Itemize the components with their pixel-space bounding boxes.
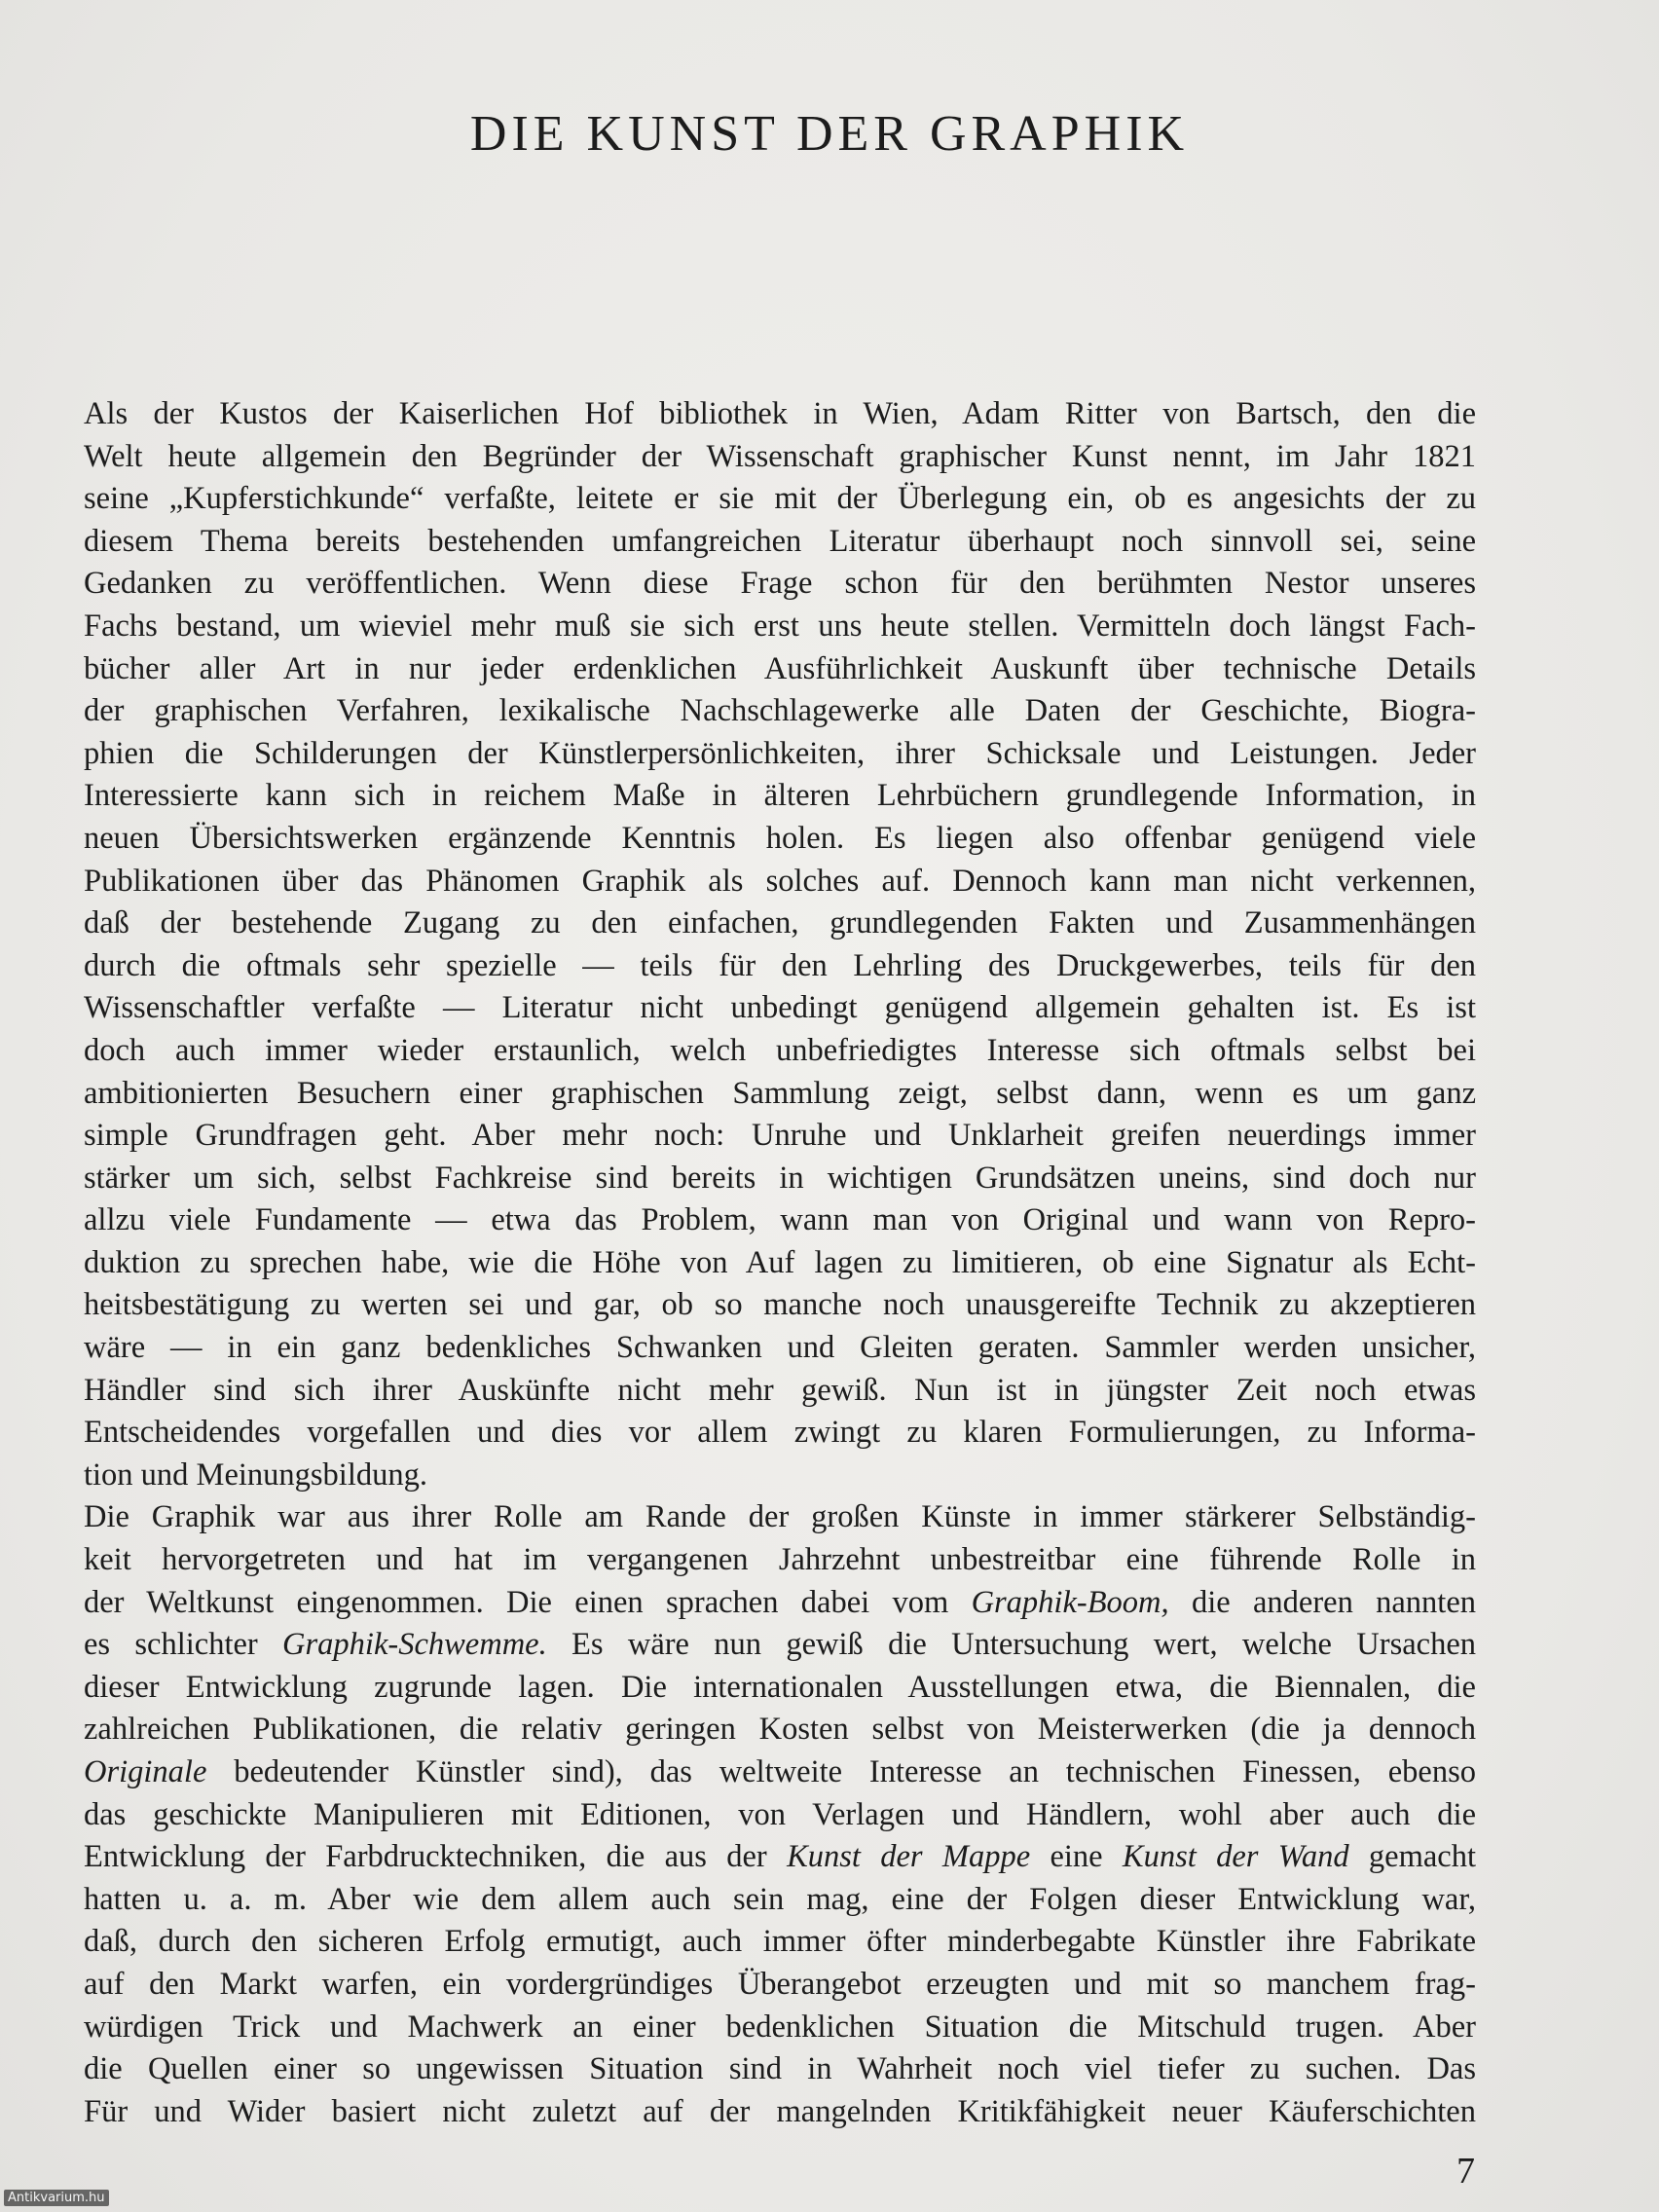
- text-run: der Weltkunst eingenommen. Die einen sprachen dabei vom: [84, 1584, 972, 1620]
- text-line: allzu viele Fundamente — etwa das Problem, wann man von Original und wann von Repro-: [84, 1202, 1476, 1238]
- text-line: tion und Meinungsbildung.: [84, 1456, 427, 1493]
- text-line: Interessierte kann sich in reichem Maße in älteren Lehrbüchern grundlegende Information, in: [84, 778, 1476, 814]
- text-line: daß der bestehende Zugang zu den einfachen, grundlegenden Fakten und Zusammenhängen: [84, 905, 1476, 941]
- page-title: DIE KUNST DER GRAPHIK: [469, 106, 1190, 162]
- text-run: bedeutender Künstler sind), das weltweite Interesse an technischen Finessen, ebenso: [206, 1754, 1476, 1789]
- text-run: eine: [1030, 1839, 1123, 1875]
- text-line: daß, durch den sicheren Erfolg ermutigt, auch immer öfter minderbegabte Künstler ihre Fabrikate: [84, 1924, 1476, 1960]
- text-line-mixed: [84, 1751, 1476, 1794]
- text-line-mixed: [84, 1624, 1476, 1667]
- text-line: der graphischen Verfahren, lexikalische Nachschlagewerke alle Daten der Geschichte, Biogra-: [84, 693, 1476, 729]
- watermark-label: Antikvarium.hu: [4, 2190, 109, 2206]
- text-line: auf den Markt warfen, ein vordergründiges Überangebot erzeugten und mit so manchem frag-: [84, 1966, 1476, 2002]
- text-line: phien die Schilderungen der Künstlerpersönlichkeiten, ihrer Schicksale und Leistungen. Jeder: [84, 735, 1476, 771]
- text-run: gemacht: [1348, 1839, 1476, 1875]
- italic-term: Graphik-Schwemme.: [282, 1627, 547, 1663]
- text-line-mixed: [84, 1836, 1476, 1879]
- text-line: stärker um sich, selbst Fachkreise sind bereits in wichtigen Grundsätzen uneins, sind doch nur: [84, 1160, 1476, 1196]
- text-run: die anderen nannten: [1168, 1584, 1477, 1620]
- text-line: heitsbestätigung zu werten sei und gar, ob so manche noch unausgereifte Technik zu akzeptieren: [84, 1287, 1476, 1323]
- text-line: Wissenschaftler verfaßte — Literatur nicht unbedingt genügend allgemein gehalten ist. Es ist: [84, 990, 1476, 1026]
- text-line: duktion zu sprechen habe, wie die Höhe von Auf lagen zu limitieren, ob eine Signatur als Echt-: [84, 1244, 1476, 1280]
- text-line: Die Graphik war aus ihrer Rolle am Rande der großen Künste in immer stärkerer Selbständig-: [84, 1499, 1476, 1535]
- text-line: keit hervorgetreten und hat im vergangenen Jahrzehnt unbestreitbar eine führende Rolle in: [84, 1542, 1476, 1578]
- text-line: seine „Kupferstichkunde“ verfaßte, leitete er sie mit der Überlegung ein, ob es angesichts der zu: [84, 481, 1476, 517]
- italic-term: Kunst der Mappe: [787, 1839, 1031, 1875]
- text-run: Entwicklung der Farbdrucktechniken, die aus der: [84, 1839, 788, 1875]
- text-line: simple Grundfragen geht. Aber mehr noch: Unruhe und Unklarheit greifen neuerdings immer: [84, 1118, 1476, 1154]
- body-text: [84, 393, 1476, 2133]
- text-line: Für und Wider basiert nicht zuletzt auf der mangelnden Kritikfähigkeit neuer Käuferschichten: [84, 2093, 1476, 2129]
- text-line: wäre — in ein ganz bedenkliches Schwanken und Gleiten geraten. Sammler werden unsicher,: [84, 1330, 1476, 1366]
- text-line: Entscheidendes vorgefallen und dies vor allem zwingt zu klaren Formulierungen, zu Informa-: [84, 1415, 1476, 1451]
- text-line: bücher aller Art in nur jeder erdenklichen Ausführlichkeit Auskunft über technische Details: [84, 650, 1476, 686]
- text-line: die Quellen einer so ungewissen Situation sind in Wahrheit noch viel tiefer zu suchen. Das: [84, 2051, 1476, 2087]
- text-line: Fachs bestand, um wieviel mehr muß sie sich erst uns heute stellen. Vermitteln doch längst Fach-: [84, 608, 1476, 644]
- text-line: ambitionierten Besuchern einer graphischen Sammlung zeigt, selbst dann, wenn es um ganz: [84, 1075, 1476, 1111]
- text-line: diesem Thema bereits bestehenden umfangreichen Literatur überhaupt noch sinnvoll sei, seine: [84, 523, 1476, 559]
- text-line: durch die oftmals sehr spezielle — teils für den Lehrling des Druckgewerbes, teils für den: [84, 947, 1476, 983]
- text-line: dieser Entwicklung zugrunde lagen. Die internationalen Ausstellungen etwa, die Biennalen, die: [84, 1669, 1476, 1705]
- text-line: neuen Übersichtswerken ergänzende Kenntnis holen. Es liegen also offenbar genügend viele: [84, 820, 1476, 856]
- text-line: Händler sind sich ihrer Auskünfte nicht mehr gewiß. Nun ist in jüngster Zeit noch etwas: [84, 1372, 1476, 1408]
- text-run: Es wäre nun gewiß die Untersuchung wert, welche Ursachen: [546, 1627, 1476, 1663]
- text-line: hatten u. a. m. Aber wie dem allem auch sein mag, eine der Folgen dieser Entwicklung war,: [84, 1881, 1476, 1917]
- text-line: Publikationen über das Phänomen Graphik als solches auf. Dennoch kann man nicht verkennen,: [84, 863, 1476, 899]
- text-run: es schlichter: [84, 1627, 283, 1663]
- text-line-mixed: [84, 1582, 1476, 1625]
- text-line: Als der Kustos der Kaiserlichen Hof bibliothek in Wien, Adam Ritter von Bartsch, den die: [84, 396, 1476, 431]
- text-line: doch auch immer wieder erstaunlich, welch unbefriedigtes Interesse sich oftmals selbst bei: [84, 1032, 1476, 1068]
- text-line: Gedanken zu veröffentlichen. Wenn diese Frage schon für den berühmten Nestor unseres: [84, 566, 1476, 602]
- text-line: Welt heute allgemein den Begründer der Wissenschaft graphischer Kunst nennt, im Jahr 1821: [84, 438, 1476, 474]
- italic-term: Kunst der Wand: [1122, 1839, 1349, 1875]
- text-line: das geschickte Manipulieren mit Editionen, von Verlagen und Händlern, wohl aber auch die: [84, 1796, 1476, 1832]
- text-line: zahlreichen Publikationen, die relativ geringen Kosten selbst von Meisterwerken (die ja dennoch: [84, 1712, 1476, 1748]
- italic-term: Originale: [84, 1754, 207, 1789]
- text-line: würdigen Trick und Machwerk an einer bedenklichen Situation die Mitschuld trugen. Aber: [84, 2009, 1476, 2045]
- italic-term: Graphik-Boom,: [971, 1584, 1169, 1620]
- page-number: 7: [1456, 2151, 1475, 2192]
